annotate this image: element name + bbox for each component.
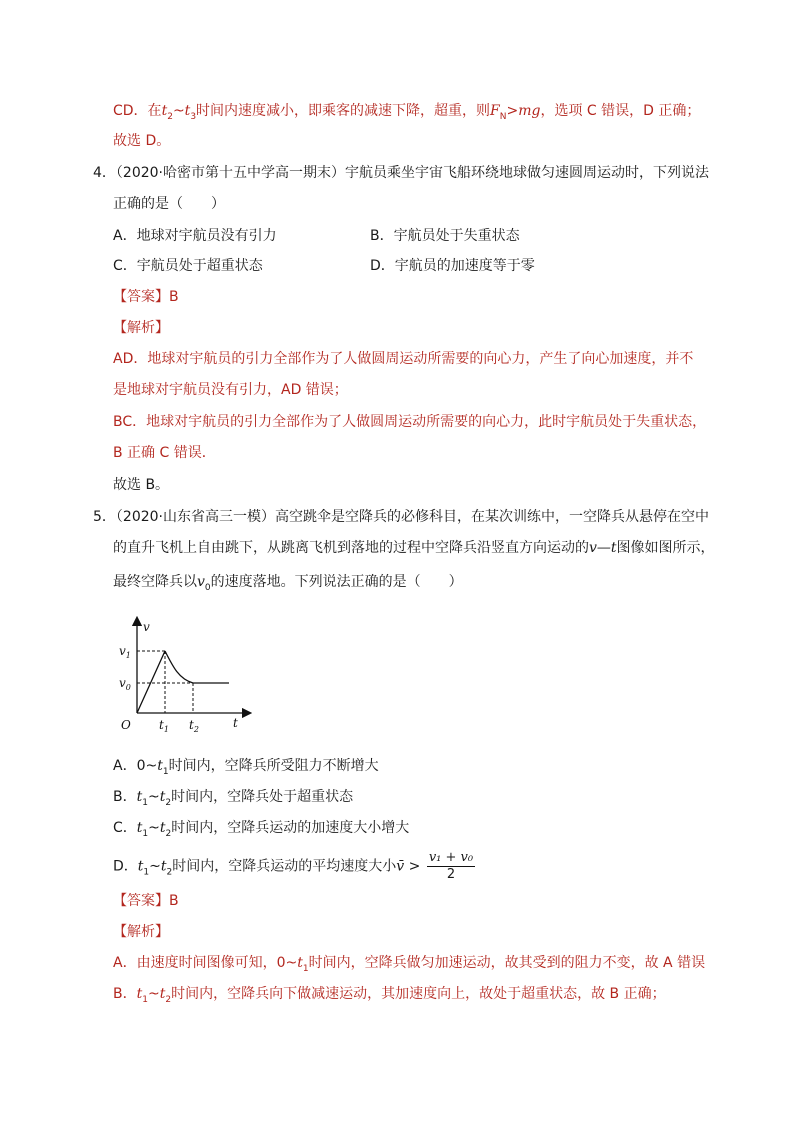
q5-option-a: A．$0\sim t_1$时间内，空降兵所受阻力不断增大 bbox=[113, 758, 379, 777]
prev-analysis-cd: CD．在$t_2\sim t_3$时间内速度减小，即乘客的减速下降，超重，则$F_N>mg$，选项 C 错误，D 正确； bbox=[113, 103, 701, 122]
t1-label: $t_1$ bbox=[159, 718, 169, 734]
q4-analysis-tag: 【解析】 bbox=[113, 320, 169, 336]
q5-analysis-a: A．由速度时间图像可知，$0\sim t_1$时间内，空降兵做匀加速运动，故其受到的阻力不变，故 A 错误 bbox=[113, 955, 706, 974]
q4-analysis-ad-line1: AD．地球对宇航员的引力全部作为了人做圆周运动所需要的向心力，产生了向心加速度，并不 bbox=[113, 351, 694, 367]
q5-answer-value: B bbox=[169, 893, 179, 909]
q4-analysis-ad-line2: 是地球对宇航员没有引力，AD 错误； bbox=[113, 382, 348, 398]
mean-velocity-fraction: $\frac{\text{v₁ + v₀}}{2}$ bbox=[428, 850, 474, 882]
q5-stem-line2: 的直升飞机上自由跳下，从跳离飞机到落地的过程中空降兵沿竖直方向运动的v—t图像如图所示， bbox=[113, 540, 715, 556]
q4-final-answer: 故选 B。 bbox=[113, 477, 170, 493]
q5-analysis-b: B．$t_1\sim t_2$时间内，空降兵向下做减速运动，其加速度向上，故处于超重状态，故 B 正确； bbox=[113, 986, 666, 1005]
t2-label: $t_2$ bbox=[189, 718, 199, 734]
q4-stem-line1: 4．（2020·哈密市第十五中学高一期末）宇航员乘坐宇宙飞船环绕地球做匀速圆周运动时，下列说法 bbox=[93, 165, 709, 181]
q4-answer bbox=[113, 287, 179, 307]
v1-label: $v_1$ bbox=[119, 644, 131, 660]
linear-rise bbox=[137, 651, 165, 713]
decay-curve bbox=[165, 651, 229, 683]
q5-option-c: C．$t_1\sim t_2$时间内，空降兵运动的加速度大小增大 bbox=[113, 820, 410, 839]
q4-analysis-bc-line1: BC．地球对宇航员的引力全部作为了人做圆周运动所需要的向心力，此时宇航员处于失重状态， bbox=[113, 414, 707, 430]
q4-option-b: B．宇航员处于失重状态 bbox=[370, 228, 520, 244]
y-axis-label: v bbox=[143, 620, 150, 634]
q5-analysis-tag: 【解析】 bbox=[113, 924, 169, 940]
q4-option-d: D．宇航员的加速度等于零 bbox=[370, 258, 535, 274]
q5-stem-line1: 5．（2020·山东省高三一模）高空跳伞是空降兵的必修科目，在某次训练中，一空降兵从悬停在空中 bbox=[93, 509, 709, 525]
q5-vt-graph bbox=[113, 615, 253, 735]
origin-label: O bbox=[121, 718, 131, 732]
q5-answer-tag: 【答案】 bbox=[113, 893, 169, 909]
q5-stem-line3: 最终空降兵以$v_0$的速度落地。下列说法正确的是（ ） bbox=[113, 574, 463, 593]
q4-answer-tag: 【答案】 bbox=[113, 289, 169, 305]
prev-final-answer: 故选 D。 bbox=[113, 133, 171, 149]
q5-option-b: B．$t_1\sim t_2$时间内，空降兵处于超重状态 bbox=[113, 789, 354, 808]
q4-analysis-bc-line2: B 正确 C 错误． bbox=[113, 445, 216, 461]
q4-option-a: A．地球对宇航员没有引力 bbox=[113, 228, 277, 244]
q5-option-d: D．$t_1\sim t_2$时间内，空降兵运动的平均速度大小v̄ > $\frac{\text{v₁ + v₀}}{2}$ bbox=[113, 850, 474, 882]
q4-option-c: C．宇航员处于超重状态 bbox=[113, 258, 263, 274]
q5-answer bbox=[113, 891, 179, 911]
q4-stem-line2: 正确的是（ ） bbox=[113, 196, 225, 212]
v0-label: $v_0$ bbox=[119, 676, 131, 692]
x-axis-label: t bbox=[233, 716, 238, 730]
q4-answer-value: B bbox=[169, 289, 179, 305]
